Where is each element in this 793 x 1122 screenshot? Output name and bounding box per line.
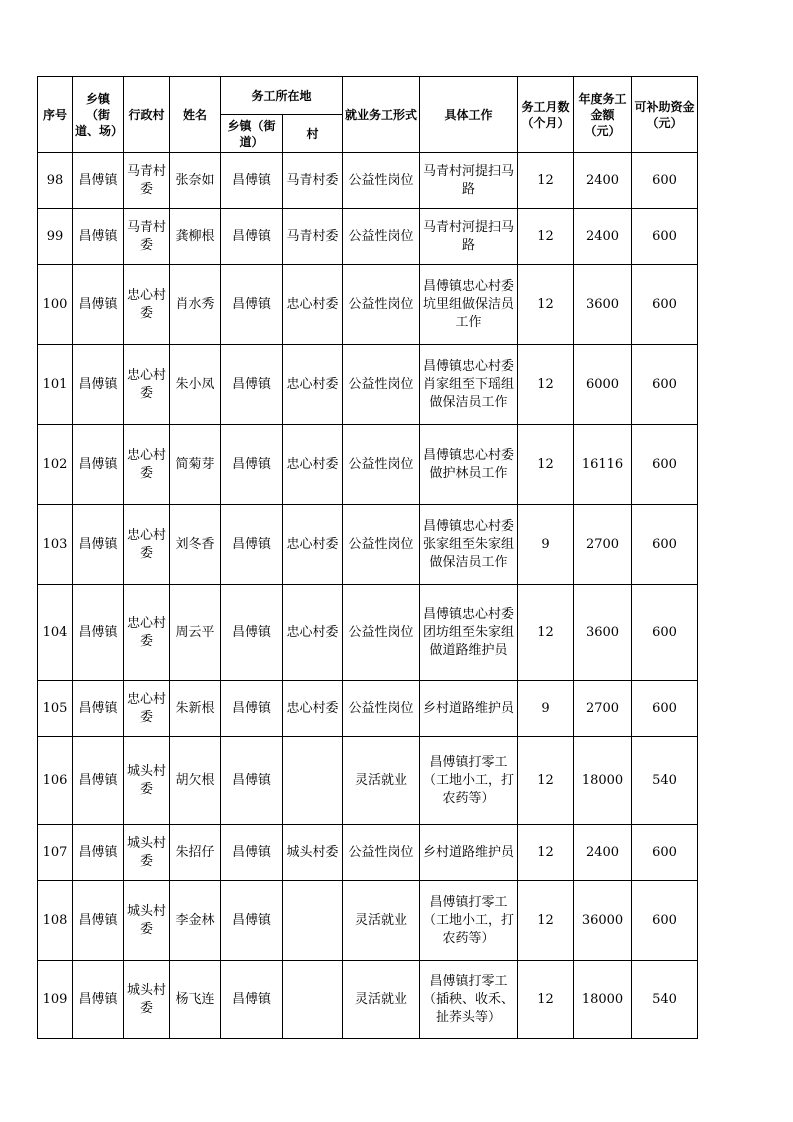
table-row [38,585,698,681]
cell-name: 刘冬香 [170,505,221,585]
cell-work: 昌傅镇打零工（工地小工，打农药等） [420,881,518,961]
cell-loc-township: 昌傅镇 [221,265,283,345]
cell-township: 昌傅镇 [73,425,124,505]
cell-amount: 36000 [574,881,632,961]
cell-form: 公益性岗位 [343,345,420,425]
cell-subsidy: 600 [632,425,698,505]
table-row [38,153,698,209]
cell-months: 12 [518,153,574,209]
header-township: 乡镇（街道、场） [73,77,124,153]
cell-work: 昌傅镇忠心村委张家组至朱家组做保洁员工作 [420,505,518,585]
table-row [38,681,698,737]
cell-form: 公益性岗位 [343,153,420,209]
cell-name: 胡欠根 [170,737,221,825]
cell-admin-village: 城头村委 [124,737,170,825]
cell-township: 昌傅镇 [73,209,124,265]
cell-months: 12 [518,265,574,345]
cell-township: 昌傅镇 [73,881,124,961]
cell-admin-village: 忠心村委 [124,681,170,737]
cell-work: 昌傅镇打零工（插秧、收禾、扯荞头等） [420,961,518,1039]
cell-amount: 16116 [574,425,632,505]
cell-form: 灵活就业 [343,881,420,961]
cell-months: 9 [518,681,574,737]
cell-amount: 3600 [574,585,632,681]
table-row [38,737,698,825]
cell-name: 肖水秀 [170,265,221,345]
cell-work: 昌傅镇忠心村委肖家组至下瑶组做保洁员工作 [420,345,518,425]
cell-subsidy: 600 [632,265,698,345]
cell-amount: 2400 [574,153,632,209]
cell-loc-township: 昌傅镇 [221,505,283,585]
cell-seq: 100 [38,265,73,345]
cell-loc-township: 昌傅镇 [221,345,283,425]
cell-admin-village: 马青村委 [124,153,170,209]
cell-name: 龚柳根 [170,209,221,265]
cell-months: 12 [518,585,574,681]
cell-loc-village: 忠心村委 [283,585,343,681]
table-row [38,881,698,961]
cell-amount: 18000 [574,961,632,1039]
header-loc-village: 村 [283,115,343,153]
cell-form: 公益性岗位 [343,209,420,265]
cell-seq: 108 [38,881,73,961]
cell-loc-township: 昌傅镇 [221,425,283,505]
cell-loc-township: 昌傅镇 [221,209,283,265]
cell-name: 李金林 [170,881,221,961]
cell-amount: 2400 [574,825,632,881]
cell-subsidy: 600 [632,881,698,961]
cell-loc-township: 昌傅镇 [221,825,283,881]
table-row [38,209,698,265]
cell-months: 12 [518,961,574,1039]
cell-admin-village: 城头村委 [124,961,170,1039]
cell-months: 9 [518,505,574,585]
header-work-location: 务工所在地 [221,77,343,115]
table-row [38,505,698,585]
cell-amount: 3600 [574,265,632,345]
cell-seq: 99 [38,209,73,265]
table-row [38,345,698,425]
header-subsidy: 可补助资金（元） [632,77,698,153]
cell-township: 昌傅镇 [73,681,124,737]
cell-amount: 6000 [574,345,632,425]
employment-subsidy-table [37,76,698,1039]
cell-work: 昌傅镇忠心村委坑里组做保洁员工作 [420,265,518,345]
cell-admin-village: 忠心村委 [124,345,170,425]
cell-admin-village: 马青村委 [124,209,170,265]
cell-amount: 18000 [574,737,632,825]
cell-township: 昌傅镇 [73,585,124,681]
cell-work: 昌傅镇忠心村委团坊组至朱家组做道路维护员 [420,585,518,681]
cell-admin-village: 忠心村委 [124,505,170,585]
cell-name: 张奈如 [170,153,221,209]
cell-seq: 106 [38,737,73,825]
cell-subsidy: 600 [632,585,698,681]
header-admin-village: 行政村 [124,77,170,153]
cell-form: 公益性岗位 [343,585,420,681]
cell-township: 昌傅镇 [73,825,124,881]
cell-name: 朱新根 [170,681,221,737]
cell-months: 12 [518,345,574,425]
cell-work: 昌傅镇忠心村委做护林员工作 [420,425,518,505]
cell-subsidy: 600 [632,153,698,209]
cell-months: 12 [518,881,574,961]
cell-name: 杨飞连 [170,961,221,1039]
cell-amount: 2700 [574,681,632,737]
header-name: 姓名 [170,77,221,153]
cell-loc-township: 昌傅镇 [221,681,283,737]
cell-township: 昌傅镇 [73,737,124,825]
cell-loc-township: 昌傅镇 [221,737,283,825]
cell-loc-village: 忠心村委 [283,505,343,585]
cell-form: 公益性岗位 [343,825,420,881]
cell-months: 12 [518,737,574,825]
cell-township: 昌傅镇 [73,345,124,425]
cell-loc-village: 城头村委 [283,825,343,881]
cell-work: 乡村道路维护员 [420,825,518,881]
cell-subsidy: 600 [632,345,698,425]
cell-form: 公益性岗位 [343,425,420,505]
cell-loc-village: 忠心村委 [283,425,343,505]
header-months: 务工月数（个月） [518,77,574,153]
cell-loc-township: 昌傅镇 [221,881,283,961]
table-row [38,961,698,1039]
cell-subsidy: 540 [632,961,698,1039]
cell-seq: 101 [38,345,73,425]
cell-loc-township: 昌傅镇 [221,585,283,681]
cell-seq: 102 [38,425,73,505]
cell-seq: 107 [38,825,73,881]
cell-loc-village [283,737,343,825]
cell-name: 周云平 [170,585,221,681]
cell-subsidy: 600 [632,209,698,265]
cell-loc-village: 忠心村委 [283,681,343,737]
cell-loc-village: 马青村委 [283,209,343,265]
cell-admin-village: 忠心村委 [124,265,170,345]
cell-amount: 2700 [574,505,632,585]
cell-loc-village: 忠心村委 [283,345,343,425]
header-seq: 序号 [38,77,73,153]
header-annual-amount: 年度务工金额（元） [574,77,632,153]
cell-admin-village: 城头村委 [124,881,170,961]
cell-form: 公益性岗位 [343,681,420,737]
cell-months: 12 [518,209,574,265]
cell-admin-village: 忠心村委 [124,585,170,681]
cell-months: 12 [518,825,574,881]
cell-form: 灵活就业 [343,737,420,825]
cell-admin-village: 城头村委 [124,825,170,881]
cell-township: 昌傅镇 [73,505,124,585]
table-header-row [38,77,698,115]
cell-work: 马青村河提扫马路 [420,209,518,265]
cell-loc-township: 昌傅镇 [221,961,283,1039]
cell-name: 简菊芽 [170,425,221,505]
cell-name: 朱小凤 [170,345,221,425]
cell-seq: 105 [38,681,73,737]
table-row [38,265,698,345]
cell-work: 乡村道路维护员 [420,681,518,737]
header-loc-township: 乡镇（街道） [221,115,283,153]
cell-township: 昌傅镇 [73,153,124,209]
cell-work: 昌傅镇打零工（工地小工，打农药等） [420,737,518,825]
cell-admin-village: 忠心村委 [124,425,170,505]
cell-subsidy: 600 [632,505,698,585]
cell-months: 12 [518,425,574,505]
cell-township: 昌傅镇 [73,265,124,345]
table-row [38,425,698,505]
cell-loc-village: 忠心村委 [283,265,343,345]
cell-loc-township: 昌傅镇 [221,153,283,209]
cell-seq: 98 [38,153,73,209]
cell-form: 公益性岗位 [343,505,420,585]
cell-name: 朱招仔 [170,825,221,881]
cell-subsidy: 600 [632,681,698,737]
header-specific-work: 具体工作 [420,77,518,153]
cell-form: 公益性岗位 [343,265,420,345]
cell-loc-village [283,881,343,961]
header-employment-form: 就业务工形式 [343,77,420,153]
cell-township: 昌傅镇 [73,961,124,1039]
cell-loc-village [283,961,343,1039]
cell-subsidy: 600 [632,825,698,881]
cell-subsidy: 540 [632,737,698,825]
table-row [38,825,698,881]
cell-amount: 2400 [574,209,632,265]
cell-seq: 109 [38,961,73,1039]
cell-seq: 104 [38,585,73,681]
cell-form: 灵活就业 [343,961,420,1039]
cell-seq: 103 [38,505,73,585]
cell-loc-village: 马青村委 [283,153,343,209]
cell-work: 马青村河提扫马路 [420,153,518,209]
